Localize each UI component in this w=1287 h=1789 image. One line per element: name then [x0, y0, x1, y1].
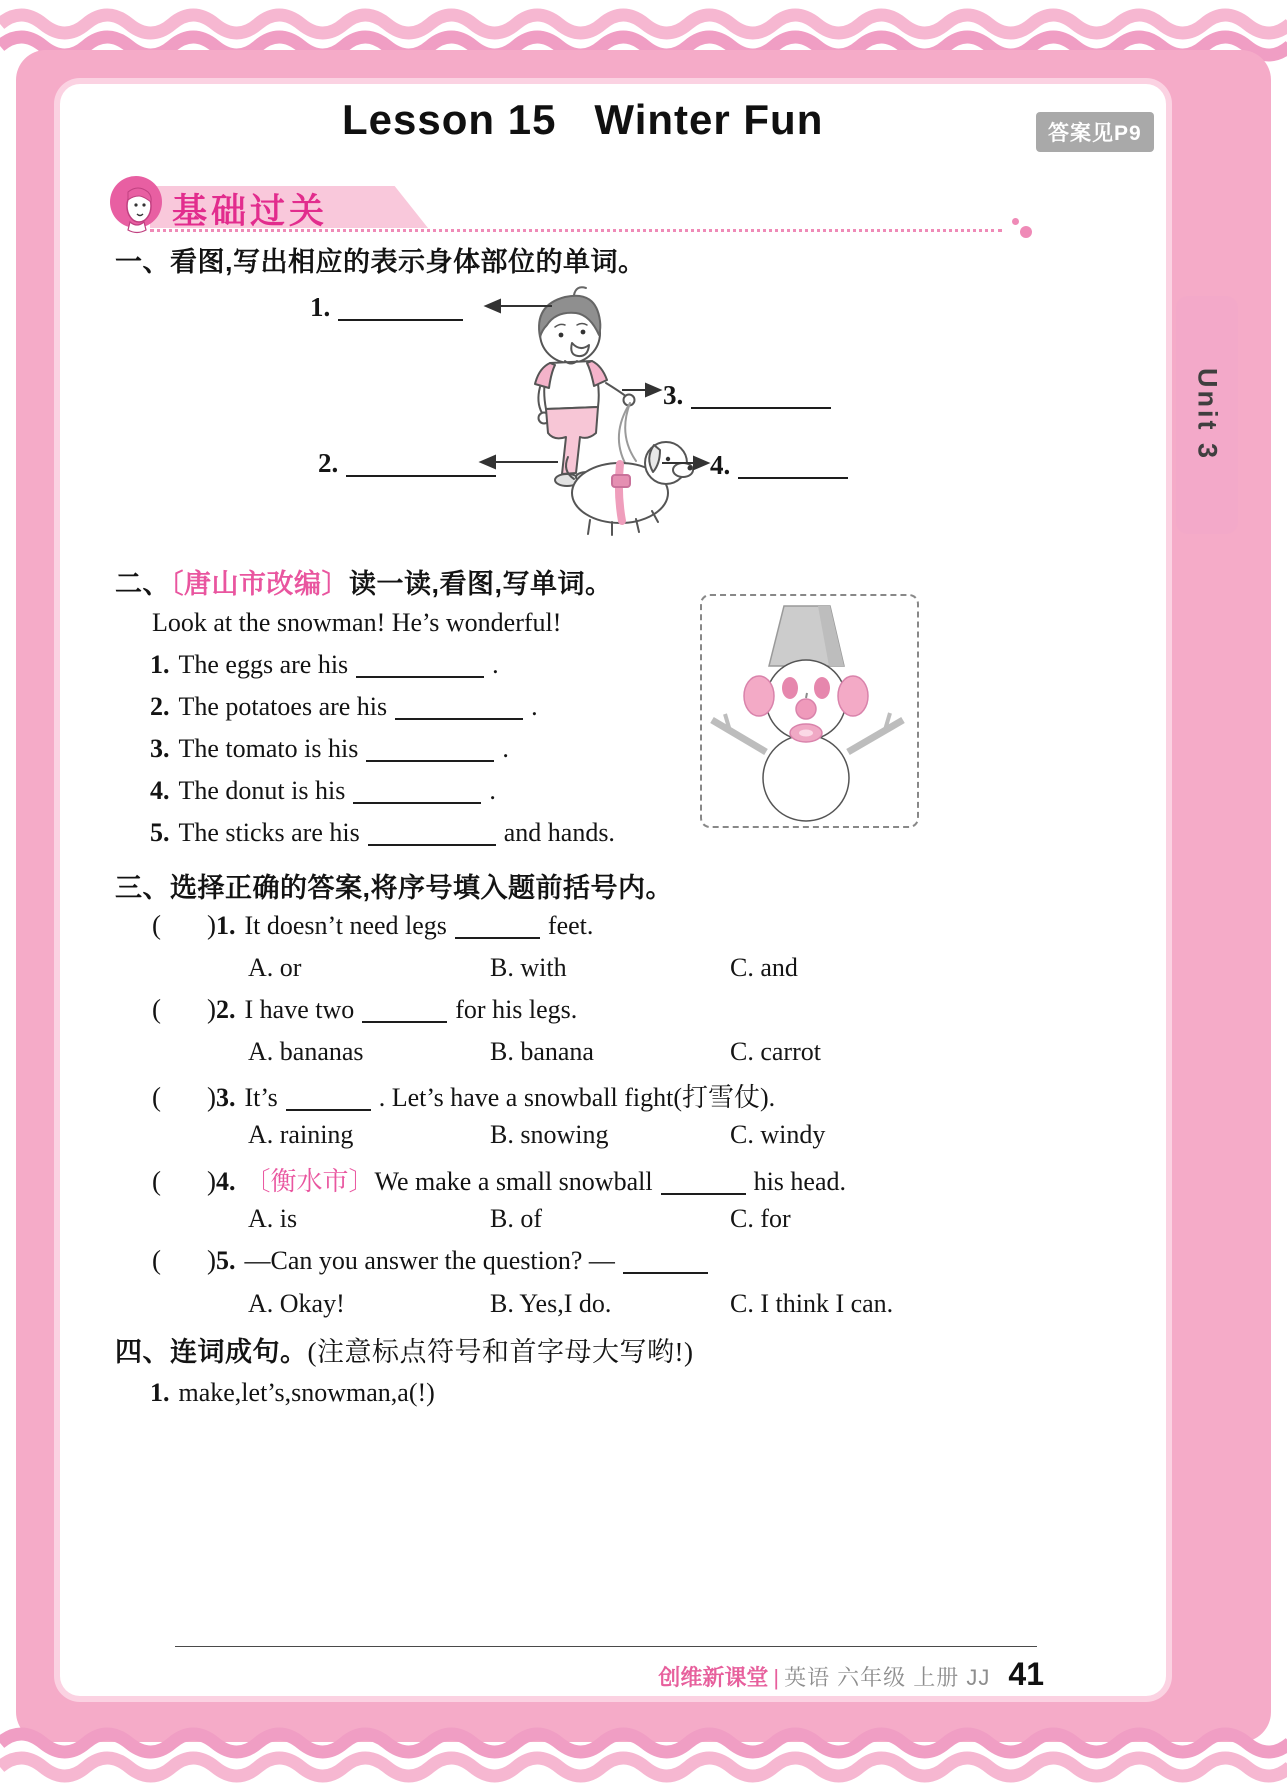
option-b: B. with [490, 953, 567, 982]
answer-bracket: ) [207, 1245, 216, 1275]
exercise4-title: 四、连词成句。(注意标点符号和首字母大写哟!) [115, 1337, 694, 1367]
answer-bracket: ( [152, 1082, 161, 1112]
body-part-label-2: 2. [318, 448, 504, 479]
answer-bracket: ) [207, 1082, 216, 1112]
exercise4-note: (注意标点符号和首字母大写哟!) [307, 1337, 694, 1367]
answer-blank [455, 935, 540, 939]
exercise3-question-3: ( )3. It’s . Let’s have a snowball fight(打雪仗). [152, 1082, 776, 1112]
snowman-illustration [700, 594, 915, 824]
answer-blank [286, 1107, 371, 1111]
exercise3-question-4: ( )4. 〔衡水市〕We make a small snowball his head. [152, 1166, 846, 1196]
footer [0, 1656, 1044, 1693]
exercise1-title: 一、看图,写出相应的表示身体部位的单词。 [115, 247, 646, 277]
exercise2-item: 4. The donut is his . [150, 776, 496, 805]
options-row-5 [0, 1289, 1106, 1323]
body-part-label-4: 4. [710, 450, 856, 481]
answer-blank [738, 475, 848, 479]
option-c: C. carrot [730, 1037, 821, 1066]
answer-bracket: ) [207, 910, 216, 940]
option-c: C. I think I can. [730, 1289, 894, 1318]
answer-blank [346, 473, 496, 477]
option-b: B. banana [490, 1037, 594, 1066]
footer-brand: 创维新课堂 [658, 1665, 769, 1690]
divider-dot-large [1020, 226, 1032, 238]
option-c: C. for [730, 1204, 791, 1233]
answer-blank [366, 758, 494, 762]
exercise2-intro: Look at the snowman! He’s wonderful! [152, 608, 562, 637]
answer-bracket: ) [207, 1166, 216, 1196]
answer-bracket: ( [152, 910, 161, 940]
source-tag: 〔唐山市改编〕 [170, 569, 349, 599]
option-b: B. Yes,I do. [490, 1289, 612, 1318]
bottom-wave-decoration [0, 1717, 1287, 1789]
source-tag: 〔衡水市〕 [244, 1167, 375, 1196]
page-number: 41 [1008, 1656, 1044, 1692]
answer-blank [362, 1019, 447, 1023]
exercise2-item: 1. The eggs are his . [150, 650, 499, 679]
answer-blank [356, 674, 484, 678]
divider-dot-small [1012, 218, 1019, 225]
footer-separator: | [773, 1665, 780, 1690]
options-row-3 [0, 1120, 1106, 1154]
option-b: B. of [490, 1204, 542, 1233]
option-a: A. bananas [248, 1037, 364, 1066]
answer-bracket: ) [207, 994, 216, 1024]
mascot-girl-icon [108, 174, 166, 234]
answer-blank [353, 800, 481, 804]
option-a: A. raining [248, 1120, 354, 1149]
answer-reference-badge: 答案见P9 [1036, 112, 1154, 152]
answer-blank [623, 1270, 708, 1274]
answer-blank [338, 317, 463, 321]
exercise3-question-2: ( )2. I have two for his legs. [152, 994, 578, 1024]
option-b: B. snowing [490, 1120, 609, 1149]
footer-rule [175, 1646, 1037, 1647]
exercise3-question-5: ( )5. —Can you answer the question? — [152, 1245, 716, 1276]
footer-book-info: 英语 六年级 上册 JJ [784, 1665, 991, 1690]
option-a: A. is [248, 1204, 298, 1233]
exercise2-title: 二、〔唐山市改编〕读一读,看图,写单词。 [115, 569, 613, 599]
body-part-label-3: 3. [663, 380, 839, 411]
unit-tab: Unit 3 [1176, 296, 1238, 534]
options-row-4 [0, 1204, 1106, 1238]
answer-blank [661, 1191, 746, 1195]
options-row-1 [0, 953, 1106, 987]
answer-blank [368, 842, 496, 846]
options-row-2 [0, 1037, 1106, 1071]
section-header-label: 基础过关 [172, 192, 329, 231]
option-a: A. or [248, 953, 302, 982]
exercise2-item: 3. The tomato is his . [150, 734, 509, 763]
exercise4-item: 1. make,let’s,snowman,a(!) [150, 1378, 435, 1407]
answer-bracket: ( [152, 1166, 161, 1196]
body-part-label-1: 1. [310, 292, 471, 323]
option-c: C. windy [730, 1120, 826, 1149]
option-c: C. and [730, 953, 798, 982]
answer-bracket: ( [152, 994, 161, 1024]
answer-blank [691, 405, 831, 409]
answer-blank [395, 716, 523, 720]
exercise2-item: 2. The potatoes are his . [150, 692, 538, 721]
option-a: A. Okay! [248, 1289, 345, 1318]
exercise3-question-1: ( )1. It doesn’t need legs feet. [152, 910, 594, 940]
exercise3-title: 三、选择正确的答案,将序号填入题前括号内。 [115, 873, 674, 903]
exercise2-item: 5. The sticks are his and hands. [150, 818, 615, 847]
page-title: Lesson 15 Winter Fun [342, 96, 824, 143]
dotted-divider [150, 229, 1002, 232]
answer-bracket: ( [152, 1245, 161, 1275]
